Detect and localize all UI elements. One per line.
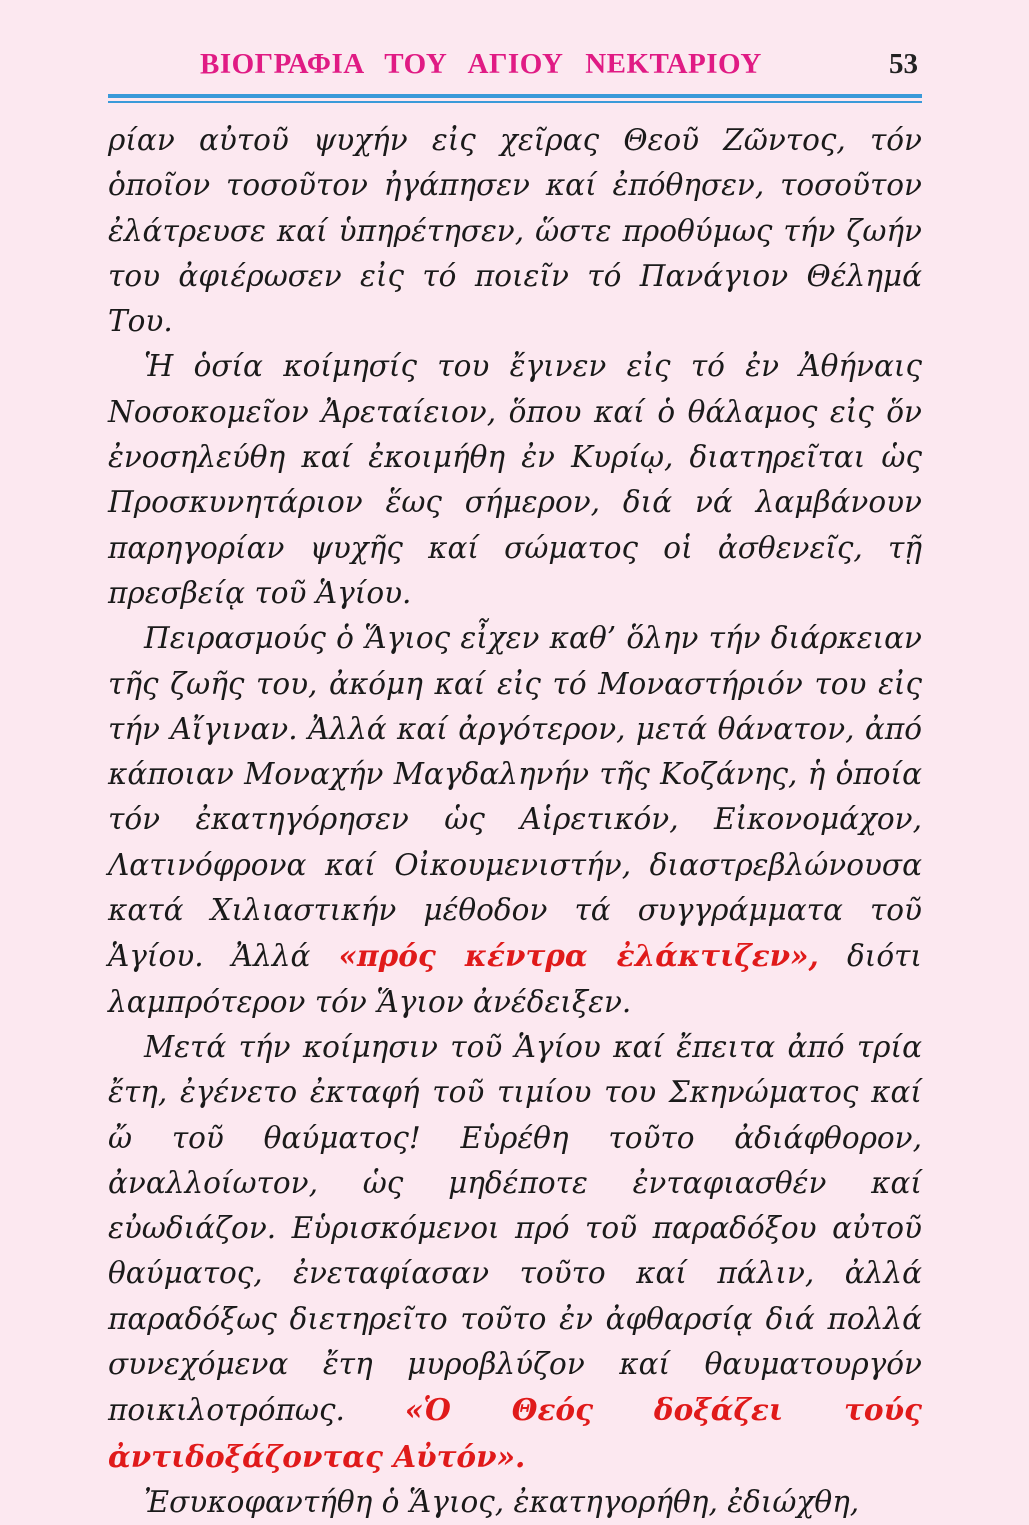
- paragraph: [108, 1480, 922, 1525]
- highlighted-quote: «Ὁ Θεός δοξάζει τούς ἀντιδοξάζοντας Αὐτόν».: [108, 1392, 922, 1474]
- highlighted-quote: «πρός κέντρα ἐλάκτιζεν»,: [338, 938, 819, 974]
- paragraph: [108, 118, 922, 344]
- paragraph: [108, 344, 922, 616]
- paragraph-text: Ἡ ὁσία κοίμησίς του ἔγινεν εἰς τό ἐν Ἀθήναις Νοσοκομεῖον Ἀρεταίειον, ὅπου καί ὁ θάλαμος εἰς ὅν ἐνοσηλεύθη καί ἐκοιμήθη ἐν Κυρίῳ, διατηρεῖται ὡς Προσκυνητάριον ἕως σήμερον, διά νά λαμβάνουν παρηγορίαν ψυχῆς καί σώματος οἱ ἀσθενεῖς, τῇ πρεσβείᾳ τοῦ Ἁγίου.: [108, 349, 922, 610]
- page-number: 53: [889, 48, 918, 80]
- paragraph: [108, 1025, 922, 1480]
- running-title: ΒΙΟΓΡΑΦΙΑ ΤΟΥ ΑΓΙΟΥ ΝΕΚΤΑΡΙΟΥ: [200, 48, 762, 80]
- paragraph: [108, 616, 922, 1025]
- paragraph-text: διότι λαμπρότερον τόν Ἅγιον ἀνέδειξεν.: [108, 939, 922, 1019]
- header-rule-top: [108, 94, 922, 98]
- paragraph-text: Ἐσυκοφαντήθη ὁ Ἅγιος, ἐκατηγορήθη, ἐδιώχθη,: [144, 1484, 860, 1519]
- body-text: [108, 118, 922, 1525]
- paragraph-text: Πειρασμούς ὁ Ἅγιος εἶχεν καθ’ ὅλην τήν διάρκειαν τῆς ζωῆς του, ἀκόμη καί εἰς τό Μοναστήριόν του εἰς τήν Αἴγιναν. Ἀλλά καί ἀργότερον, μετά θάνατον, ἀπό κάποιαν Μοναχήν Μαγδαληνήν τῆς Κοζάνης, ἡ ὁποία τόν ἐκατηγόρησεν ὡς Αἱρετικόν, Εἰκονομάχον, Λατινόφρονα καί Οἰκουμενιστήν, διαστρεβλώνουσα κατά Χιλιαστικήν μέθοδον τά συγγράμματα τοῦ Ἁγίου. Ἀλλά: [108, 621, 922, 974]
- paragraph-text: Μετά τήν κοίμησιν τοῦ Ἁγίου καί ἔπειτα ἀπό τρία ἔτη, ἐγένετο ἐκταφή τοῦ τιμίου του Σκηνώματος καί ὤ τοῦ θαύματος! Εὑρέθη τοῦτο ἀδιάφθορον, ἀναλλοίωτον, ὡς μηδέποτε ἐνταφιασθέν καί εὐωδιάζον. Εὑρισκόμενοι πρό τοῦ παραδόξου αὐτοῦ θαύματος, ἐνεταφίασαν τοῦτο καί πάλιν, ἀλλά παραδόξως διετηρεῖτο τοῦτο ἐν ἀφθαρσίᾳ διά πολλά συνεχόμενα ἔτη μυροβλύζον καί θαυματουργόν ποικιλοτρόπως.: [108, 1029, 922, 1428]
- running-header: [108, 48, 922, 88]
- paragraph-text: ρίαν αὐτοῦ ψυχήν εἰς χεῖρας Θεοῦ Ζῶντος, τόν ὁποῖον τοσοῦτον ἠγάπησεν καί ἐπόθησεν, τοσοῦτον ἐλάτρευσε καί ὑπηρέτησεν, ὥστε προθύμως τήν ζωήν του ἀφιέρωσεν εἰς τό ποιεῖν τό Πανάγιον Θέλημά Του.: [108, 123, 922, 339]
- header-rule-bottom: [108, 101, 922, 103]
